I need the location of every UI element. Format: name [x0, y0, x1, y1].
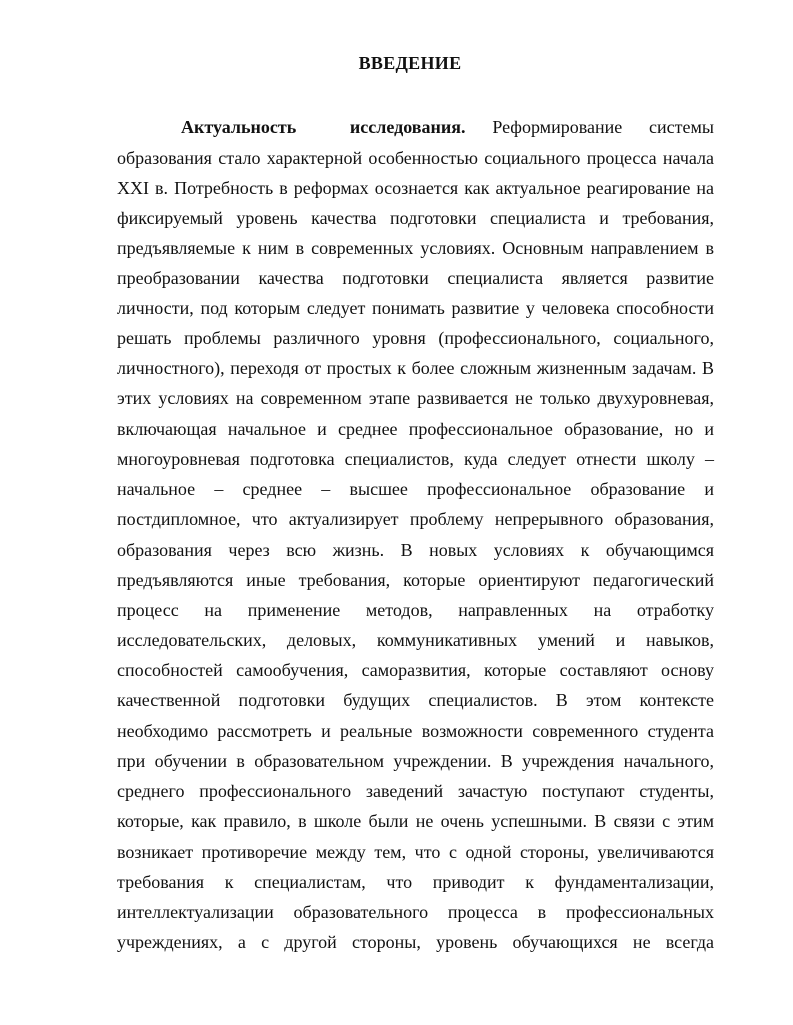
text-line: этих условиях на современном этапе развивается не только двухуровневая, — [117, 388, 714, 408]
text-line: среднего профессионального заведений зачастую поступают студенты, — [117, 781, 714, 801]
text-line: необходимо рассмотреть и реальные возможности современного студента — [117, 721, 714, 741]
text-line: личностного), переходя от простых к более сложным жизненным задачам. В — [117, 358, 714, 378]
text-line: преобразовании качества подготовки специалиста является развитие — [117, 268, 714, 288]
lead-term-1: Актуальность — [181, 117, 297, 137]
text-line: при обучении в образовательном учреждении. В учреждения начального, — [117, 751, 714, 771]
first-line-text: Реформирование системы — [492, 117, 715, 137]
text-line: личности, под которым следует понимать развитие у человека способности — [117, 298, 714, 318]
text-line: исследовательских, деловых, коммуникативных умений и навыков, — [117, 630, 714, 650]
text-line: которые, как правило, в школе были не очень успешными. В связи с этим — [117, 811, 714, 831]
text-line: образования через всю жизнь. В новых условиях к обучающимся — [117, 540, 714, 560]
text-line: способностей самообучения, саморазвития, которые составляют основу — [117, 660, 714, 680]
page-title: ВВЕДЕНИЕ — [358, 53, 462, 73]
text-line: постдипломное, что актуализирует проблему непрерывного образования, — [117, 509, 714, 529]
text-line: процесс на применение методов, направленных на отработку — [117, 600, 714, 620]
paragraph-first-line — [181, 115, 714, 139]
text-line: качественной подготовки будущих специалистов. В этом контексте — [117, 690, 714, 710]
text-line: образования стало характерной особенностью социального процесса начала — [117, 148, 714, 168]
text-line: интеллектуализации образовательного процесса в профессиональных — [117, 902, 714, 922]
text-line: требования к специалистам, что приводит к фундаментализации, — [117, 872, 714, 892]
text-line: решать проблемы различного уровня (профессионального, социального, — [117, 328, 714, 348]
text-line: предъявляемые к ним в современных условиях. Основным направлением в — [117, 238, 714, 258]
text-line: начальное – среднее – высшее профессиональное образование и — [117, 479, 714, 499]
text-line: XXI в. Потребность в реформах осознается как актуальное реагирование на — [117, 178, 714, 198]
text-line: многоуровневая подготовка специалистов, куда следует отнести школу – — [117, 449, 714, 469]
text-line: включающая начальное и среднее профессиональное образование, но и — [117, 419, 714, 439]
text-line: возникает противоречие между тем, что с одной стороны, увеличиваются — [117, 842, 714, 862]
lead-term-2: исследования. — [349, 117, 466, 137]
text-line: предъявляются иные требования, которые ориентируют педагогический — [117, 570, 714, 590]
text-line: фиксируемый уровень качества подготовки специалиста и требования, — [117, 208, 714, 228]
text-line: учреждениях, а с другой стороны, уровень обучающихся не всегда — [117, 932, 714, 952]
